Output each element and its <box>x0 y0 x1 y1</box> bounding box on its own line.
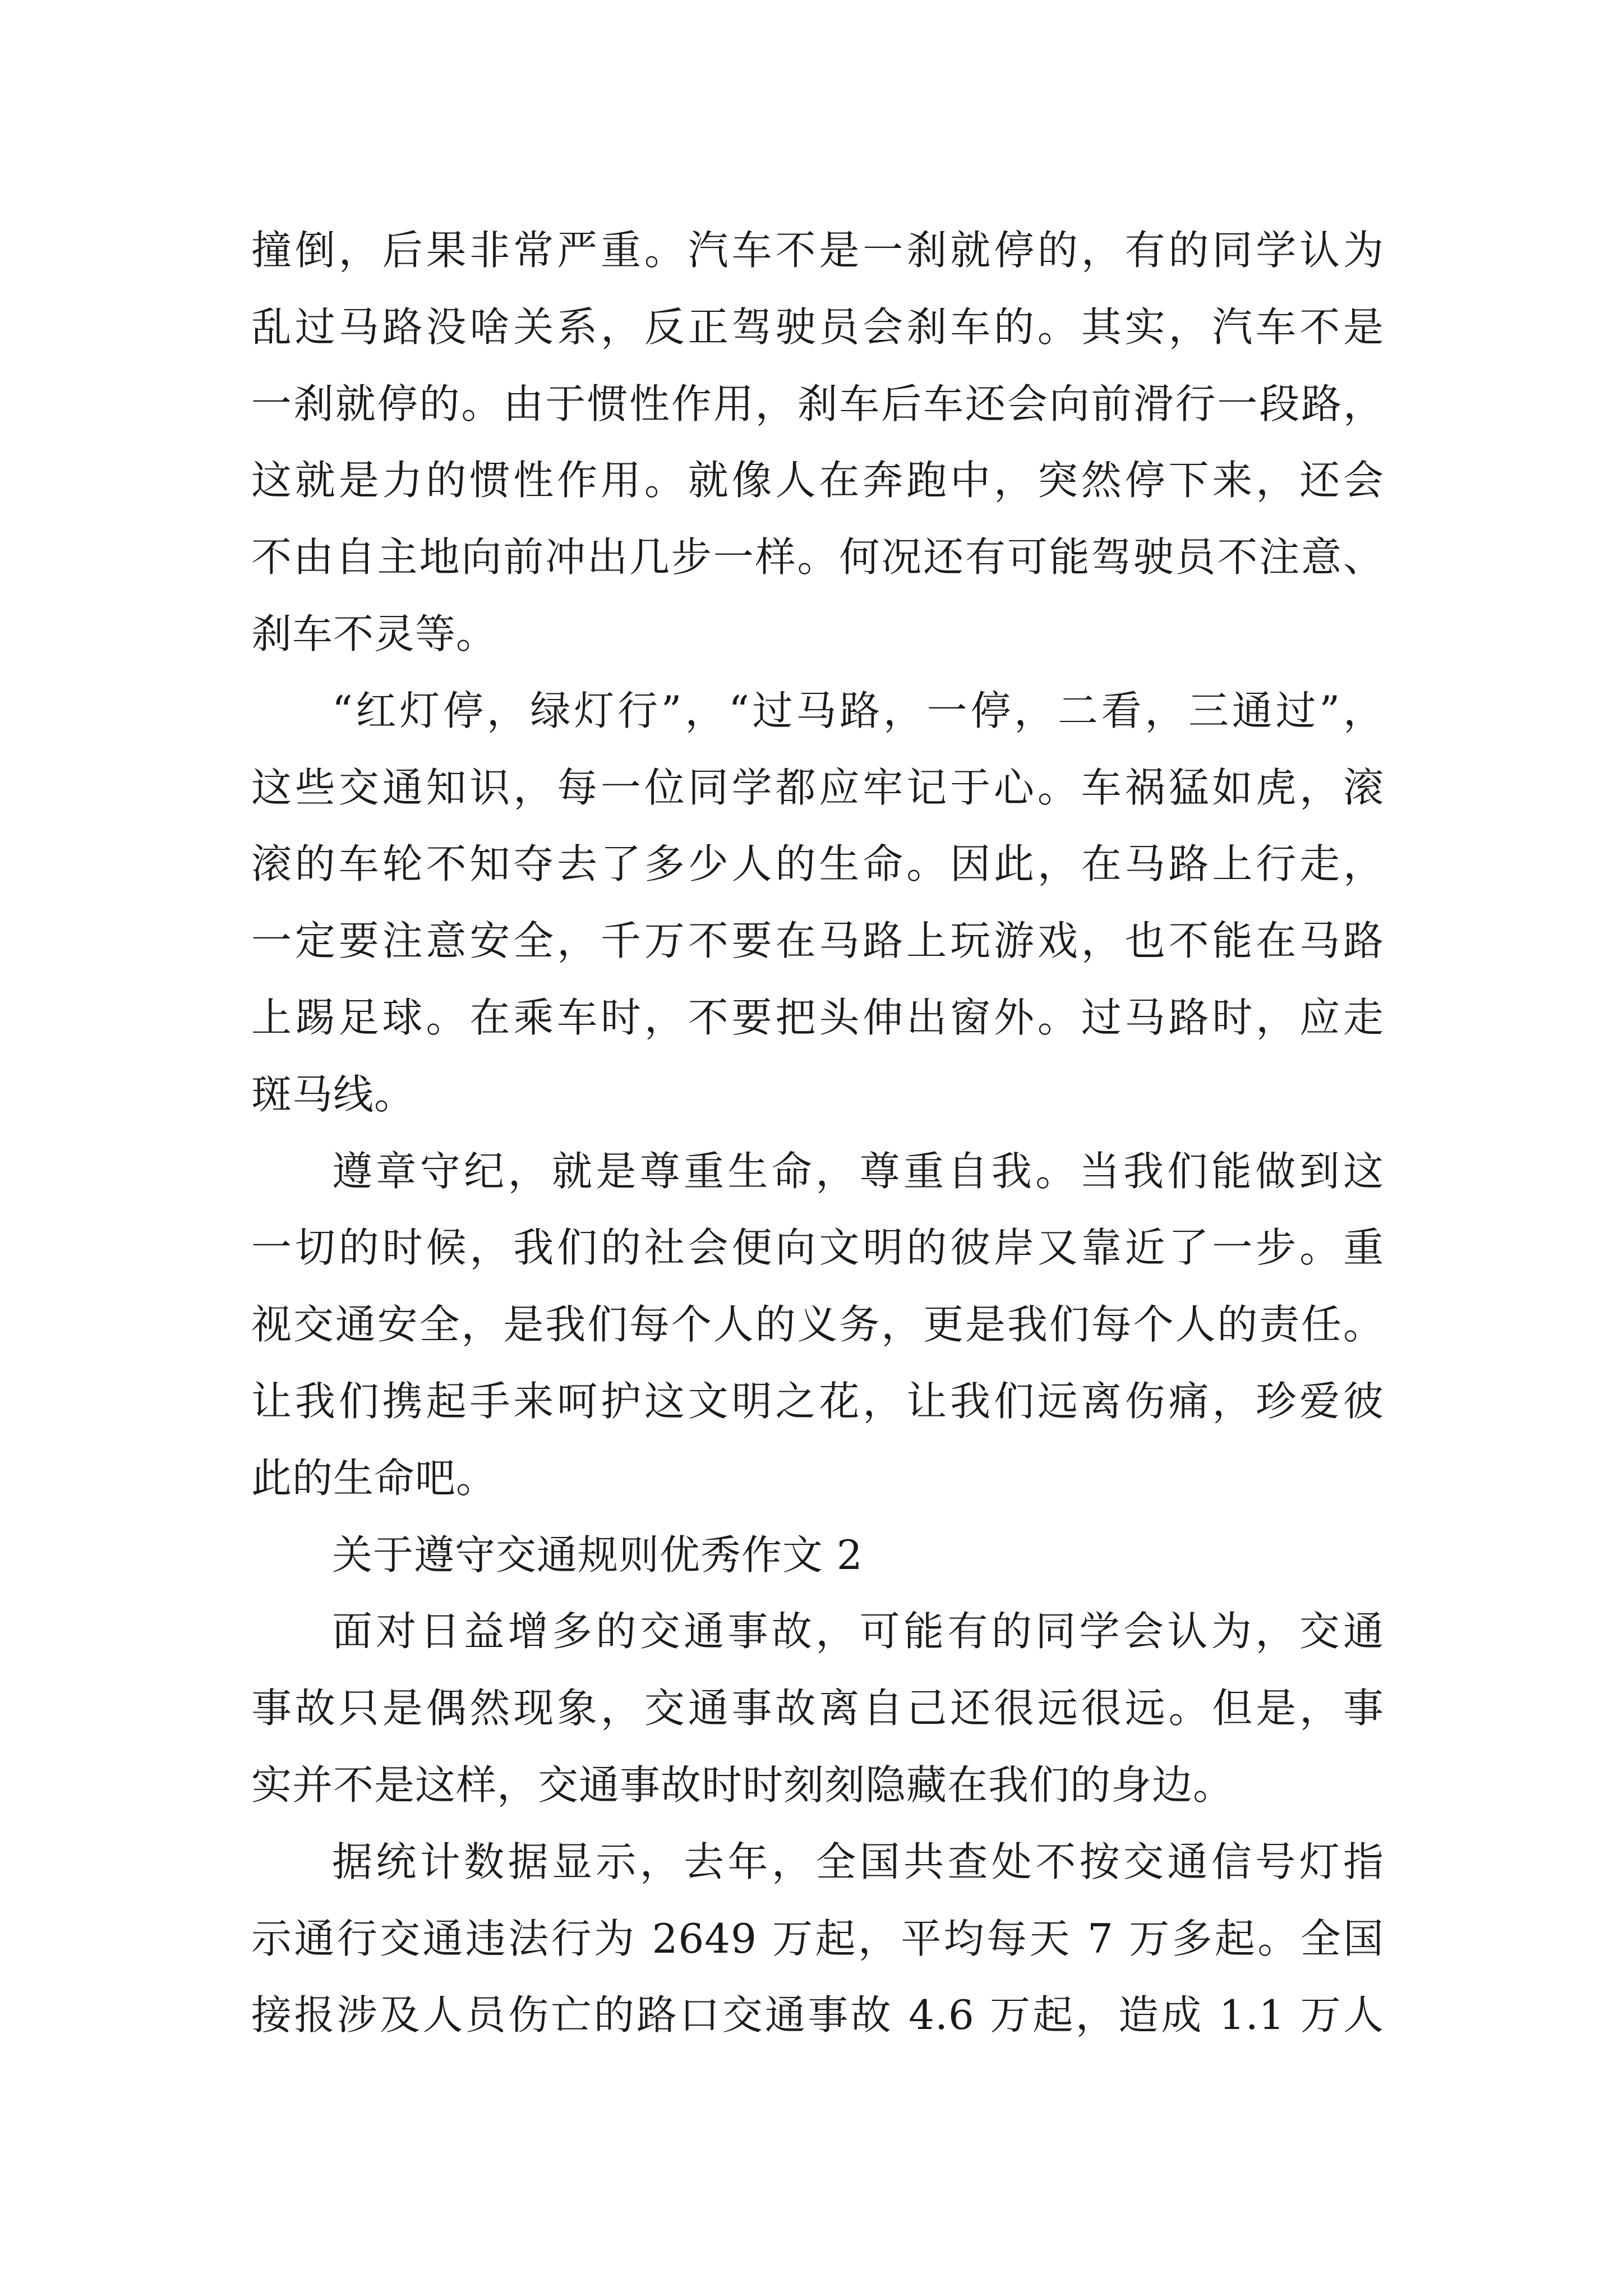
paragraph-line: 面对日益增多的交通事故，可能有的同学会认为，交通 <box>332 1608 1384 1655</box>
paragraph-line: 不由自主地向前冲出几步一样。何况还有可能驾驶员不注意、 <box>251 533 1384 581</box>
paragraph-line: 这就是力的惯性作用。就像人在奔跑中，突然停下来，还会 <box>251 457 1384 504</box>
paragraph-line: 滚的车轮不知夺去了多少人的生命。因此，在马路上行走， <box>251 840 1384 888</box>
paragraph-line: 一刹就停的。由于惯性作用，刹车后车还会向前滑行一段路， <box>251 380 1384 427</box>
section-heading: 关于遵守交通规则优秀作文 2 <box>332 1531 863 1579</box>
paragraph-2 <box>251 673 1384 1133</box>
paragraph-line: 这些交通知识，每一位同学都应牢记于心。车祸猛如虎，滚 <box>251 763 1384 811</box>
paragraph-5 <box>251 1824 1384 2054</box>
paragraph-line: 斑马线。 <box>251 1070 416 1118</box>
paragraph-line: 一切的时候，我们的社会便向文明的彼岸又靠近了一步。重 <box>251 1224 1384 1272</box>
paragraph-4 <box>251 1593 1384 1823</box>
paragraph-line: 事故只是偶然现象，交通事故离自己还很远很远。但是，事 <box>251 1685 1384 1732</box>
paragraph-line: 刹车不灵等。 <box>251 610 497 657</box>
paragraph-3 <box>251 1133 1384 1517</box>
paragraph-line: 遵章守纪，就是尊重生命，尊重自我。当我们能做到这 <box>332 1147 1384 1195</box>
paragraph-line: 此的生命吧。 <box>251 1454 497 1502</box>
paragraph-line: 接报涉及人员伤亡的路口交通事故 4.6 万起，造成 1.1 万人 <box>251 1991 1384 2039</box>
paragraph-line: 一定要注意安全，千万不要在马路上玩游戏，也不能在马路 <box>251 917 1384 965</box>
document-body <box>251 212 1384 2054</box>
paragraph-1 <box>251 212 1384 673</box>
paragraph-line: 示通行交通违法行为 2649 万起，平均每天 7 万多起。全国 <box>251 1915 1384 1962</box>
paragraph-line: 让我们携起手来呵护这文明之花，让我们远离伤痛，珍爱彼 <box>251 1377 1384 1425</box>
paragraph-line: 乱过马路没啥关系，反正驾驶员会刹车的。其实，汽车不是 <box>251 303 1384 351</box>
paragraph-line: “红灯停，绿灯行”，“过马路，一停，二看，三通过”， <box>332 687 1384 734</box>
paragraph-line: 上踢足球。在乘车时，不要把头伸出窗外。过马路时，应走 <box>251 993 1384 1041</box>
paragraph-line: 视交通安全，是我们每个人的义务，更是我们每个人的责任。 <box>251 1301 1384 1349</box>
paragraph-line: 实并不是这样，交通事故时时刻刻隐藏在我们的身边。 <box>251 1761 1234 1809</box>
paragraph-line: 据统计数据显示，去年，全国共查处不按交通信号灯指 <box>332 1838 1384 1885</box>
paragraph-line: 撞倒，后果非常严重。汽车不是一刹就停的，有的同学认为 <box>251 227 1384 274</box>
